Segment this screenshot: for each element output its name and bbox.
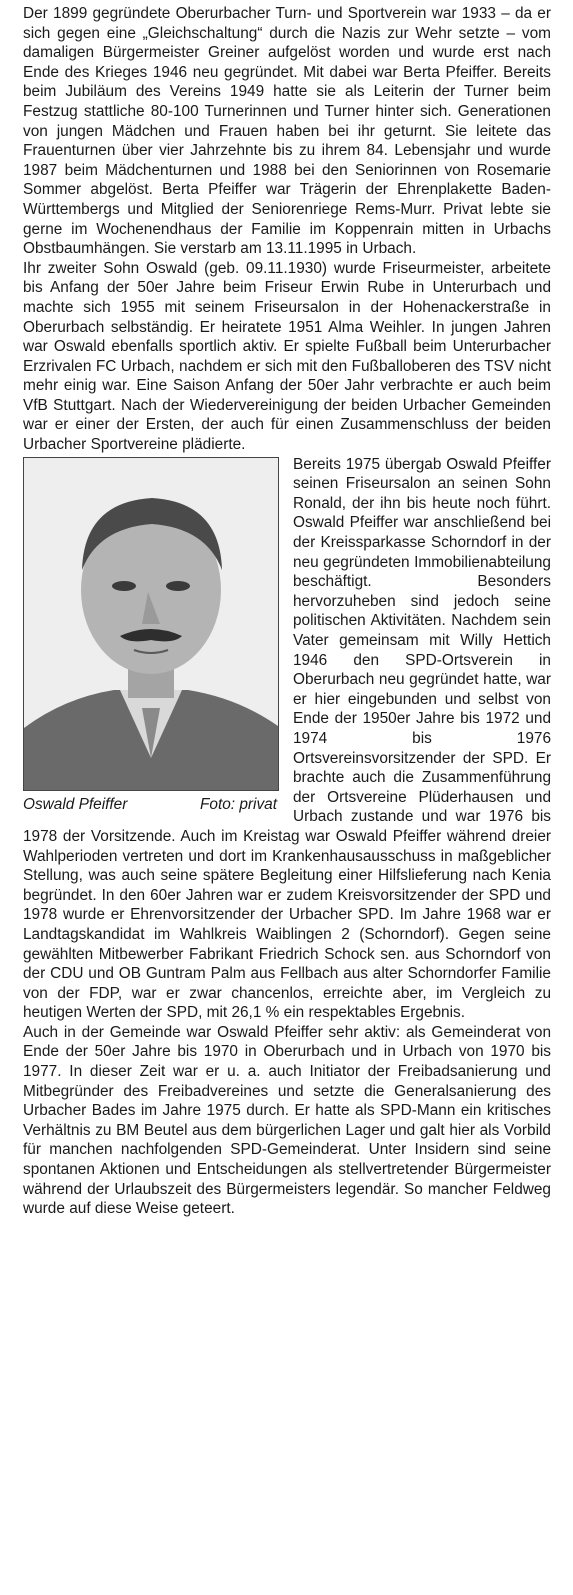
photo-caption <box>23 794 277 816</box>
paragraph-oswald-early-life: Ihr zweiter Sohn Oswald (geb. 09.11.1930) wurde Friseurmeister, arbeitete bis Anfang der 50er Jahre beim Friseur Erwin Rube in Unterurbach und machte sich 1955 mit seinem Friseursalon in der Hohenackerstraße in Oberurbach selbständig. Er heiratete 1951 Alma Weihler. In jungen Jahren war Oswald ebenfalls sportlich aktiv. Er spielte Fußball beim Unterurbacher Erzrivalen FC Urbach, nachdem er sich mit den Fußballoberen des TSV nicht mehr einig war. Eine Saison Anfang der 50er Jahr verbrachte er auch beim VfB Stuttgart. Nach der Wiedervereinigung der beiden Urbacher Gemeinden war er einer der Ersten, der auch für einen Zusammenschluss der beiden Urbacher Sportvereine plädierte. <box>23 259 551 454</box>
portrait-figure <box>23 457 284 816</box>
paragraph-berta-pfeiffer: Der 1899 gegründete Oberurbacher Turn- und Sportverein war 1933 – da er sich gegen eine „Gleichschaltung“ durch die Nazis zur Wehr setzte – vom damaligen Bürgermeister Greiner aufgelöst worden und wurde erst nach Ende des Krieges 1946 neu gegründet. Mit dabei war Berta Pfeiffer. Bereits beim Jubiläum des Vereins 1949 hatte sie als Leiterin der Turner beim Festzug stattliche 80-100 Turnerinnen und Turner hinter sich. Generationen von jungen Mädchen und Frauen haben bei ihr geturnt. Sie leitete das Frauenturnen über vier Jahrzehnte bis zu ihrem 84. Lebensjahr und wurde 1987 beim Mädchenturnen und 1988 bei den Seniorinnen von Rosemarie Sommer abgelöst. Berta Pfeiffer war Trägerin der Ehrenplakette Baden-Württembergs und Mitglied der Seniorenriege Rems-Murr. Privat lebte sie gerne im Wochenendhaus der Familie im Koppenrain mitten in Urbachs Obstbaumhängen. Sie verstarb am 13.11.1995 in Urbach. <box>23 5 551 258</box>
paragraph-oswald-politics: Bereits 1975 übergab Oswald Pfeiffer seinen Friseursalon an seinen Sohn Ronald, der ihn bis heute noch führt. Oswald Pfeiffer war anschließend bei der Kreissparkasse Schorndorf in der neu gegründeten Immobilienabteilung beschäftigt. Besonders hervorzuheben sind jedoch seine politischen Aktivitäten. Nachdem sein Vater gemeinsam mit Willy Hettich 1946 den SPD-Ortsverein in Oberurbach neu gegründet hatte, war er hier eingebunden und selbst von Ende der 1950er Jahre bis 1972 und 1974 bis 1976 Ortsvereinsvorsitzender der SPD. Er brachte auch die Zusammenführung der Ortsvereine Plüderhausen und Urbach zustande und war 1976 bis 1978 der Vorsitzende. Auch im Kreistag war Oswald Pfeiffer während dreier Wahlperioden vertreten und dort im Krankenhausausschuss in maßgeblicher Stellung, was auch seine spätere Begleitung einer Hilfslieferung nach Kenia begründet. In den 60er Jahren war er zudem Kreisvorsitzender der SPD und 1978 wurde er Ehrenvorsitzender der Urbacher SPD. Im Jahre 1968 war er Landtagskandidat im Wahlkreis Waiblingen 2 (Schorndorf). Gegen seine gewählten Mitbewerber Fabrikant Friedrich Schock sen. aus Schorndorf von der CDU und OB Guntram Palm aus Fellbach aus alter Schorndorfer Familie von der FDP, war er zwar chancenlos, erreichte aber, im Vergleich zu heutigen Werten der SPD, mit 26,1 % ein respektables Ergebnis. <box>23 455 551 1022</box>
paragraph-oswald-municipal: Auch in der Gemeinde war Oswald Pfeiffer sehr aktiv: als Gemeinderat von Ende der 50er Jahre bis 1970 in Oberurbach und in Urbach von 1970 bis 1977. In dieser Zeit war er u. a. auch Initiator der Freibadsanierung und Mitbegründer des Freibadvereines und setzte die Generalsanierung des Urbacher Bades im Jahre 1975 durch. Er hatte als SPD-Mann ein kritisches Verhältnis zu BM Beutel aus dem bürgerlichen Lager und galt hier als Vorbild für manchen nachfolgenden SPD-Gemeinderat. Unter Insidern sind seine spontanen Aktionen und Entscheidungen als stellvertretender Bürgermeister während der Urlaubszeit des Bürgermeisters legendär. So mancher Feldweg wurde auf diese Weise geteert. <box>23 1023 551 1218</box>
article <box>23 4 551 1219</box>
caption-credit: Foto: privat <box>200 795 277 813</box>
portrait-photo <box>23 457 279 791</box>
caption-name: Oswald Pfeiffer <box>23 795 128 813</box>
portrait-illustration <box>24 458 278 790</box>
